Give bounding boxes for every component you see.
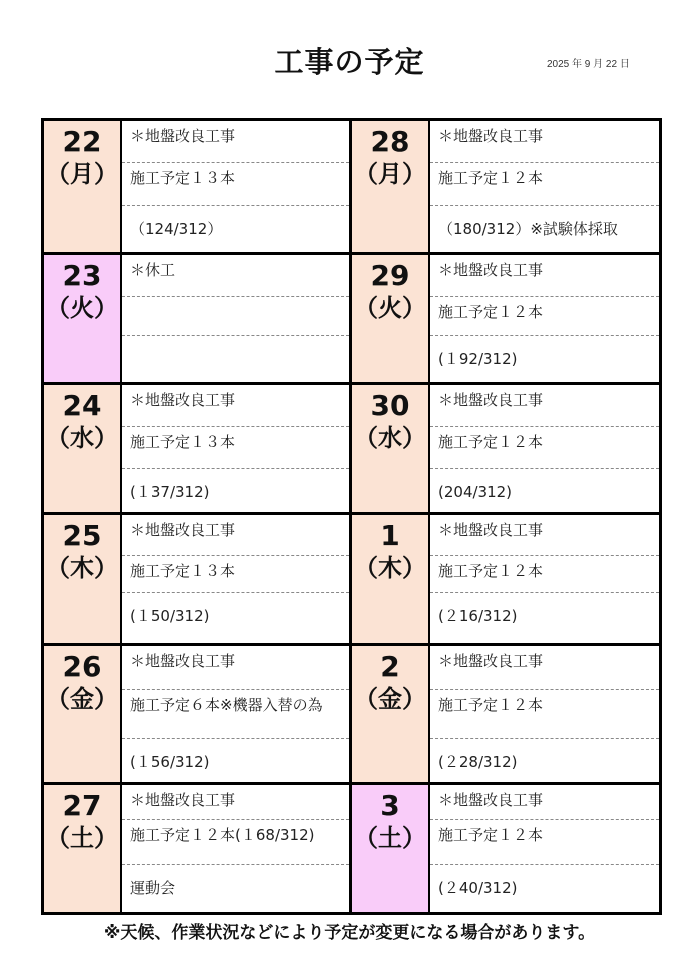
day-number: 29 <box>370 259 410 292</box>
weekday-label: （月） <box>354 160 426 188</box>
weekday-label: （金） <box>46 685 118 713</box>
entry-cells <box>120 515 349 643</box>
weekday-label: （火） <box>354 294 426 322</box>
planned-count: 施工予定１２本 <box>430 426 659 468</box>
progress-note: 運動会 <box>122 864 349 915</box>
day-cell <box>44 646 120 782</box>
progress-note: (２40/312) <box>430 864 659 915</box>
day-number: 2 <box>380 650 400 683</box>
day-block-left-5 <box>44 785 349 912</box>
progress-note: (２16/312) <box>430 592 659 643</box>
planned-count: 施工予定１３本 <box>122 426 349 468</box>
day-cell <box>352 515 428 643</box>
day-cell <box>44 515 120 643</box>
day-cell <box>352 785 428 912</box>
day-block-left-2 <box>44 385 349 512</box>
day-number: 26 <box>62 650 102 683</box>
progress-note: (１92/312) <box>430 335 659 382</box>
day-number: 27 <box>62 789 102 822</box>
planned-count: 施工予定６本※機器入替の為 <box>122 689 349 738</box>
work-type: ＊地盤改良工事 <box>130 127 236 145</box>
day-number: 23 <box>62 259 102 292</box>
progress-note: (204/312) <box>430 468 659 512</box>
weekday-label: （土） <box>354 824 426 852</box>
page-title: 工事の予定 <box>274 45 425 79</box>
work-type: ＊地盤改良工事 <box>130 391 236 409</box>
day-number: 25 <box>62 519 102 552</box>
day-block-left-3 <box>44 515 349 643</box>
planned-count <box>122 296 349 335</box>
entry-cells <box>428 515 659 643</box>
planned-count: 施工予定１３本 <box>122 162 349 205</box>
day-block-right-3 <box>352 515 659 643</box>
day-cell <box>44 255 120 382</box>
progress-note: (１50/312) <box>122 592 349 643</box>
progress-note: (１56/312) <box>122 738 349 782</box>
entry-cells <box>428 785 659 912</box>
entry-cells <box>120 785 349 912</box>
weekday-label: （水） <box>354 424 426 452</box>
weekday-label: （土） <box>46 824 118 852</box>
planned-count: 施工予定１３本 <box>122 555 349 592</box>
entry-cells <box>428 121 659 252</box>
work-type: ＊地盤改良工事 <box>438 391 544 409</box>
day-number: 30 <box>370 389 410 422</box>
entry-cells <box>428 385 659 512</box>
day-block-right-4 <box>352 646 659 782</box>
day-cell <box>352 121 428 252</box>
work-type: ＊地盤改良工事 <box>438 521 544 539</box>
day-cell <box>44 785 120 912</box>
work-type: ＊地盤改良工事 <box>130 652 236 670</box>
work-type: ＊地盤改良工事 <box>438 791 544 809</box>
work-type: ＊地盤改良工事 <box>438 127 544 145</box>
weekday-label: （金） <box>354 685 426 713</box>
work-type: ＊地盤改良工事 <box>130 521 236 539</box>
weekday-label: （火） <box>46 294 118 322</box>
planned-count: 施工予定１２本 <box>430 689 659 738</box>
weekday-label: （木） <box>46 554 118 582</box>
day-block-left-0 <box>44 121 349 252</box>
day-cell <box>352 385 428 512</box>
day-block-left-4 <box>44 646 349 782</box>
weekday-label: （木） <box>354 554 426 582</box>
planned-count: 施工予定１２本 <box>430 555 659 592</box>
progress-note <box>122 335 349 382</box>
day-block-right-2 <box>352 385 659 512</box>
footnote: ※天候、作業状況などにより予定が変更になる場合があります。 <box>103 923 596 943</box>
day-block-left-1 <box>44 255 349 382</box>
day-block-right-5 <box>352 785 659 912</box>
day-number: 3 <box>380 789 400 822</box>
day-block-right-0 <box>352 121 659 252</box>
day-cell <box>352 255 428 382</box>
progress-note: （180/312）※試験体採取 <box>430 205 659 249</box>
planned-count: 施工予定１２本 <box>430 162 659 205</box>
entry-cells <box>428 646 659 782</box>
entry-cells <box>120 121 349 252</box>
work-type: ＊地盤改良工事 <box>130 791 236 809</box>
day-number: 28 <box>370 125 410 158</box>
weekday-label: （水） <box>46 424 118 452</box>
day-number: 1 <box>380 519 400 552</box>
work-type: ＊休工 <box>130 261 176 279</box>
day-number: 24 <box>62 389 102 422</box>
day-number: 22 <box>62 125 102 158</box>
day-block-right-1 <box>352 255 659 382</box>
day-cell <box>352 646 428 782</box>
schedule-table <box>41 118 662 915</box>
column-divider <box>349 121 352 912</box>
work-type: ＊地盤改良工事 <box>438 261 544 279</box>
progress-note: (２28/312) <box>430 738 659 782</box>
planned-count: 施工予定１２本(１68/312) <box>122 819 349 864</box>
progress-note: (１37/312) <box>122 468 349 512</box>
entry-cells <box>428 255 659 382</box>
work-type: ＊地盤改良工事 <box>438 652 544 670</box>
weekday-label: （月） <box>46 160 118 188</box>
entry-cells <box>120 255 349 382</box>
day-cell <box>44 385 120 512</box>
entry-cells <box>120 385 349 512</box>
planned-count: 施工予定１２本 <box>430 819 659 864</box>
planned-count: 施工予定１２本 <box>430 296 659 335</box>
document-date: 2025 年 9 月 22 日 <box>547 59 630 70</box>
progress-note: （124/312） <box>122 205 349 249</box>
day-cell <box>44 121 120 252</box>
entry-cells <box>120 646 349 782</box>
